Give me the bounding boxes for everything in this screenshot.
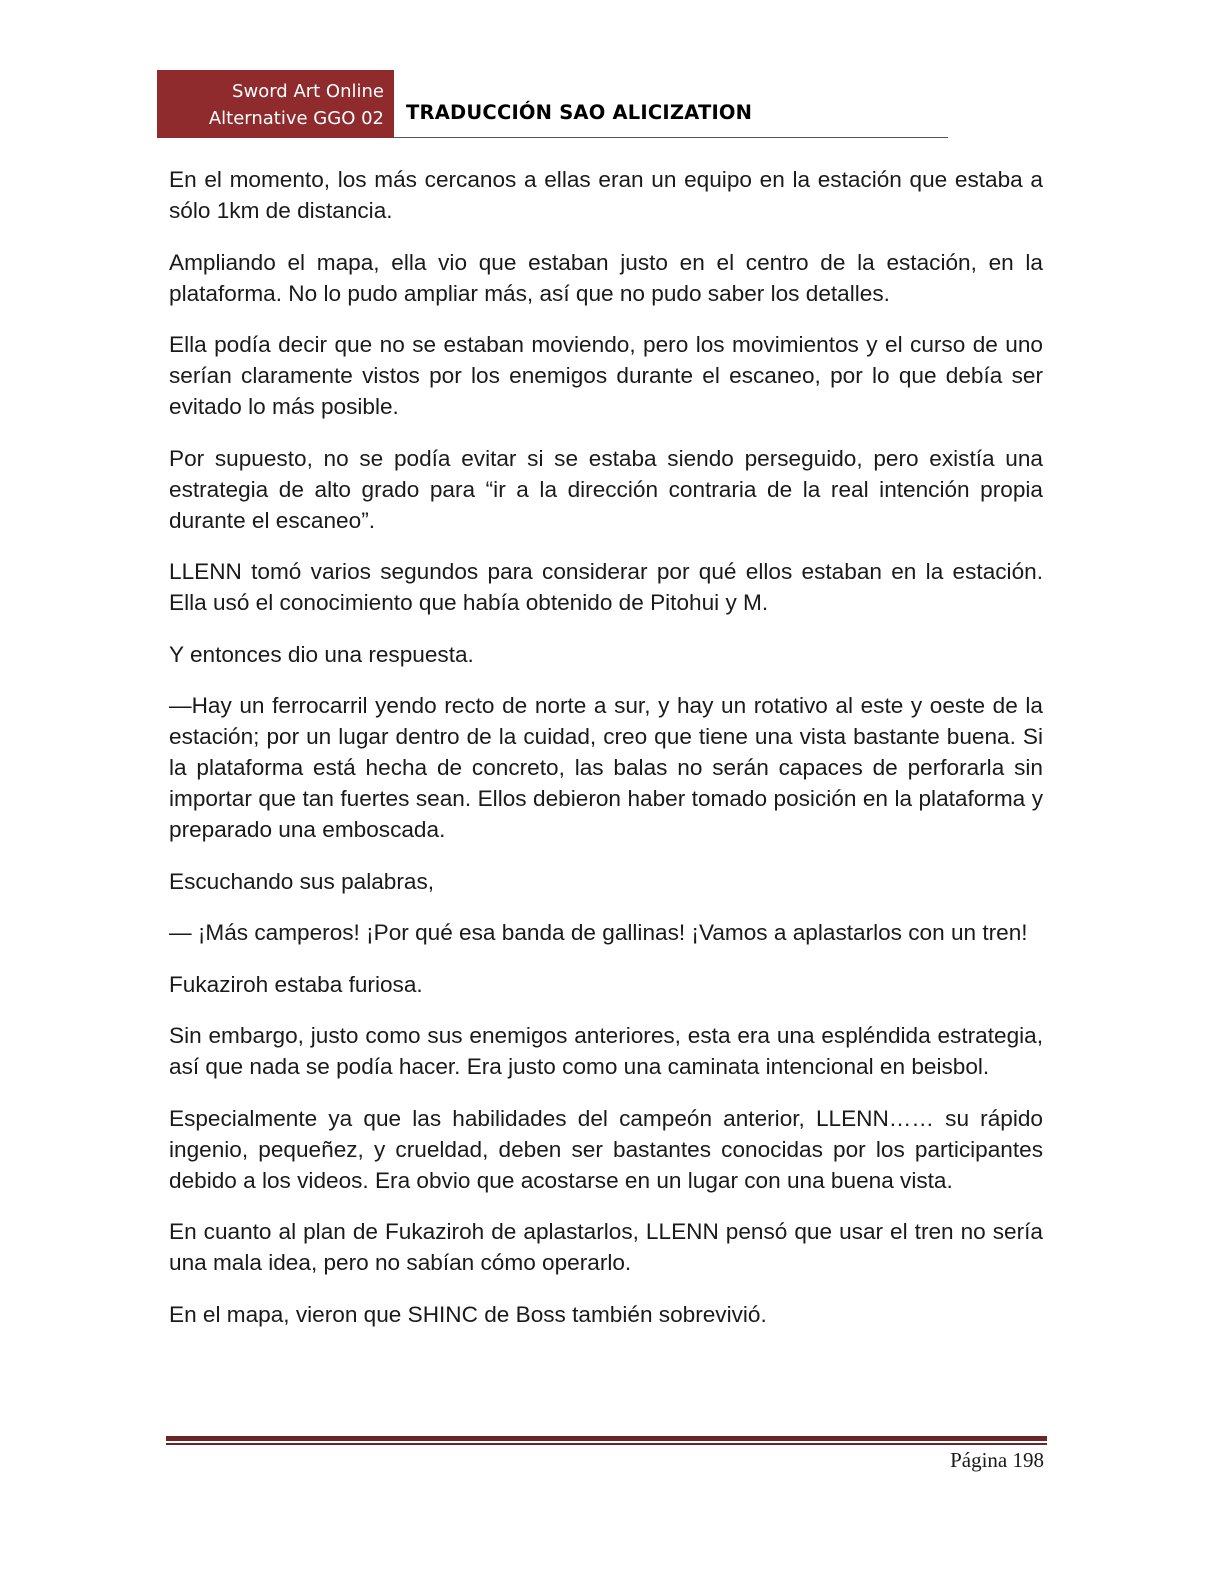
header-divider — [394, 137, 948, 138]
page-number: Página 198 — [950, 1448, 1044, 1472]
paragraph: Escuchando sus palabras, — [169, 868, 435, 894]
paragraph: En el mapa, vieron que SHINC de Boss también sobrevivió. — [169, 1301, 767, 1327]
paragraph: Fukaziroh estaba furiosa. — [169, 971, 423, 997]
paragraph: En cuanto al plan de Fukaziroh de aplastarlos, LLENN pensó que usar el tren no sería una mala idea, pero no sabían cómo operarlo. — [169, 1219, 1043, 1275]
footer-divider-thin — [166, 1443, 1047, 1445]
paragraph: En el momento, los más cercanos a ellas eran un equipo en la estación que estaba a sólo 1km de distancia. — [169, 167, 1043, 223]
footer-divider — [166, 1436, 1047, 1441]
paragraph: LLENN tomó varios segundos para considerar por qué ellos estaban en la estación. Ella usó el conocimiento que había obtenido de Pitohui y M. — [169, 559, 1043, 615]
header-title: TRADUCCIÓN SAO ALICIZATION — [406, 101, 753, 124]
page-body — [169, 164, 1043, 1350]
paragraph: —Hay un ferrocarril yendo recto de norte a sur, y hay un rotativo al este y oeste de la estación; por un lugar dentro de la cuidad, creo que tiene una vista bastante buena. Si la plataforma está hecha de concreto, las balas no serán capaces de perforarla sin importar que tan fuertes sean. Ellos debieron haber tomado posición en la plataforma y preparado una emboscada. — [169, 693, 1043, 842]
paragraph: Especialmente ya que las habilidades del campeón anterior, LLENN…… su rápido ingenio, pequeñez, y crueldad, deben ser bastantes conocidas por los participantes debido a los videos. Era obvio que acostarse en un lugar con una buena vista. — [169, 1105, 1043, 1193]
paragraph: Sin embargo, justo como sus enemigos anteriores, esta era una espléndida estrategia, así que nada se podía hacer. Era justo como una caminata intencional en beisbol. — [169, 1023, 1043, 1079]
paragraph: Por supuesto, no se podía evitar si se estaba siendo perseguido, pero existía una estrategia de alto grado para “ir a la dirección contraria de la real intención propia durante el escaneo”. — [169, 445, 1043, 533]
book-title-line2: Alternative GGO 02 — [208, 108, 384, 129]
paragraph: Ampliando el mapa, ella vio que estaban justo en el centro de la estación, en la plataforma. No lo pudo ampliar más, así que no pudo saber los detalles. — [169, 249, 1043, 306]
paragraph: Ella podía decir que no se estaban moviendo, pero los movimientos y el curso de uno serían claramente vistos por los enemigos durante el escaneo, por lo que debía ser evitado lo más posible. — [169, 332, 1043, 419]
book-title-block — [157, 70, 394, 138]
paragraph: — ¡Más camperos! ¡Por qué esa banda de gallinas! ¡Vamos a aplastarlos con un tren! — [169, 920, 1028, 945]
book-title-line1: Sword Art Online — [232, 81, 384, 102]
paragraph: Y entonces dio una respuesta. — [169, 641, 474, 667]
